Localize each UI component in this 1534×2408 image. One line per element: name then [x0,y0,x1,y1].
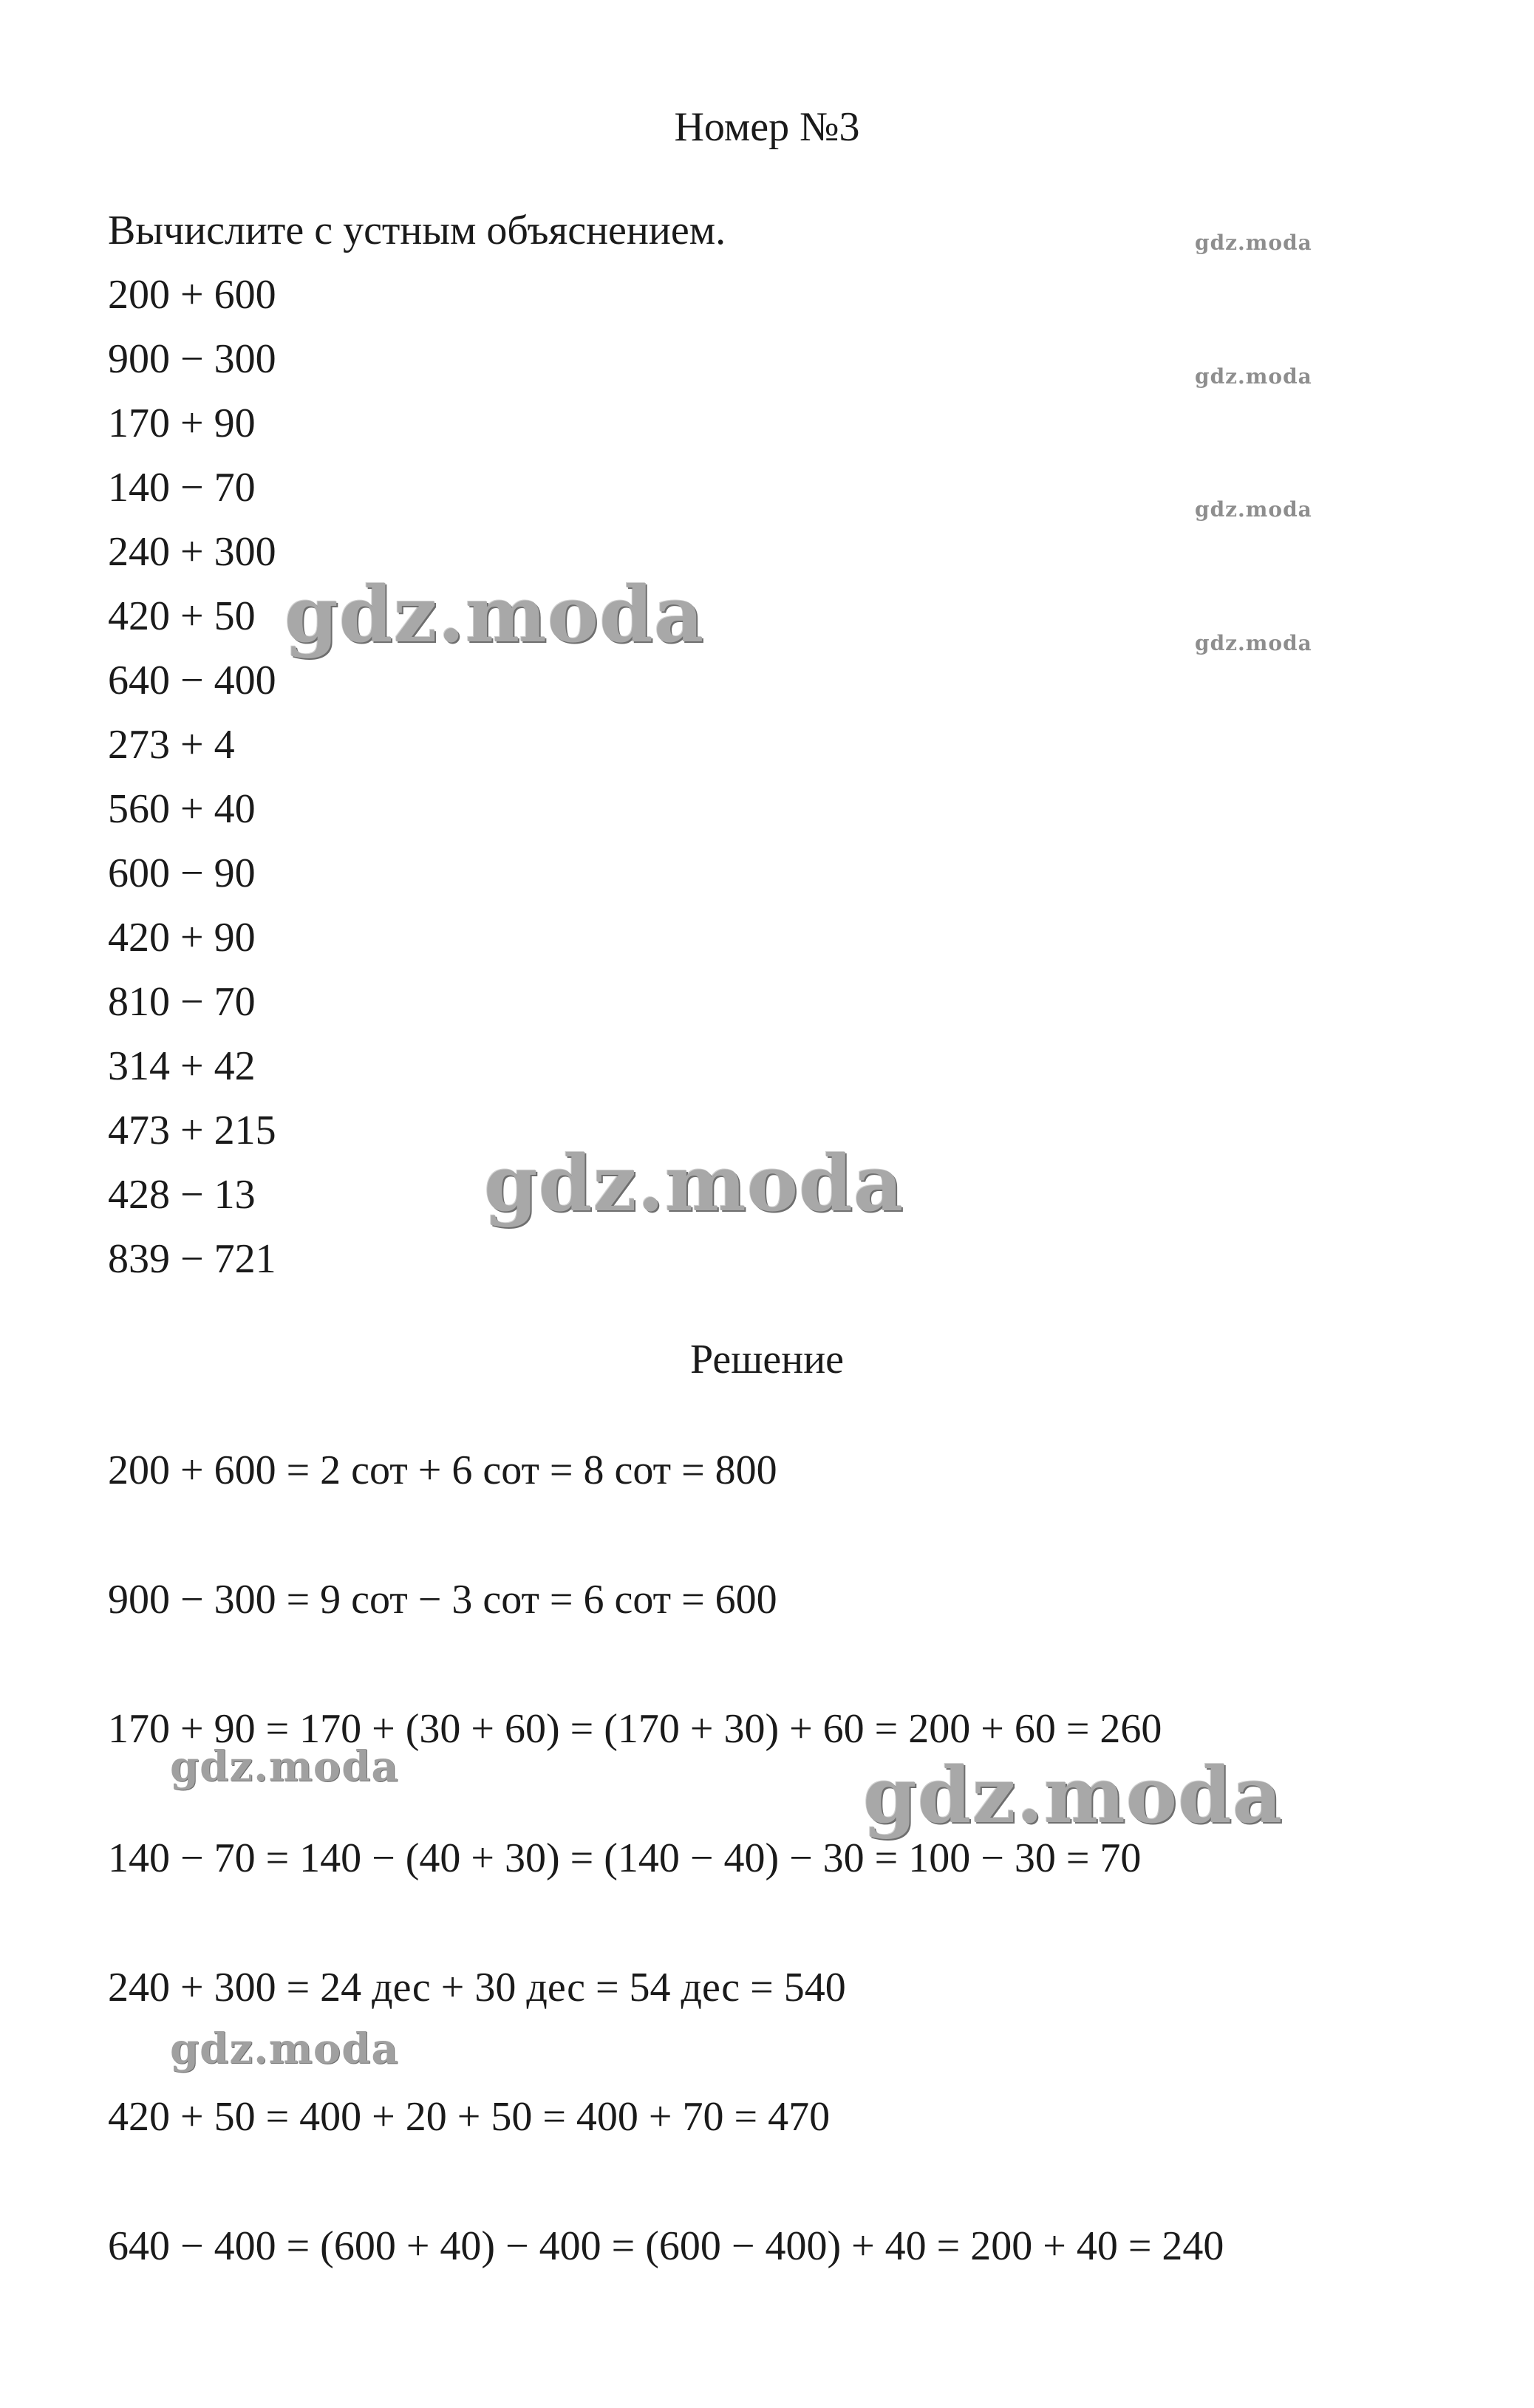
watermark: gdz.moda [1195,364,1312,389]
task-expression: 810 − 70 [108,979,256,1025]
task-expression: 600 − 90 [108,850,256,896]
task-expression: 900 − 300 [108,336,276,382]
watermark: gdz.moda [170,2025,399,2073]
task-expression: 170 + 90 [108,400,256,446]
watermark: gdz.moda [484,1138,904,1229]
solution-line: 900 − 300 = 9 сот − 3 сот = 6 сот = 600 [108,1577,777,1623]
watermark: gdz.moda [284,569,705,660]
task-instruction: Вычислите с устным объяснением. [108,208,726,253]
solution-line: 170 + 90 = 170 + (30 + 60) = (170 + 30) + 60 = 200 + 60 = 260 [108,1706,1162,1752]
page-title: Номер №3 [674,104,860,150]
solution-line: 420 + 50 = 400 + 20 + 50 = 400 + 70 = 470 [108,2094,831,2140]
task-expression: 640 − 400 [108,658,276,703]
watermark: gdz.moda [863,1750,1284,1841]
task-expression: 420 + 50 [108,593,256,639]
task-expression: 473 + 215 [108,1108,276,1153]
solution-line: 640 − 400 = (600 + 40) − 400 = (600 − 400) + 40 = 200 + 40 = 240 [108,2223,1224,2269]
task-expression: 428 − 13 [108,1172,256,1218]
watermark: gdz.moda [170,1742,399,1791]
task-expression: 314 + 42 [108,1043,256,1089]
watermark: gdz.moda [1195,631,1312,655]
task-expression: 273 + 4 [108,722,235,768]
solution-heading: Решение [689,1337,845,1382]
task-expression: 240 + 300 [108,529,276,575]
task-expression: 140 − 70 [108,465,256,511]
watermark: gdz.moda [1195,497,1312,522]
task-expression: 420 + 90 [108,915,256,961]
watermark: gdz.moda [1195,231,1312,255]
solution-line: 240 + 300 = 24 дес + 30 дес = 54 дес = 540 [108,1965,846,2010]
task-expression: 839 − 721 [108,1236,276,1282]
task-expression: 200 + 600 [108,272,276,318]
task-expression: 560 + 40 [108,786,256,832]
solution-line: 200 + 600 = 2 сот + 6 сот = 8 сот = 800 [108,1447,777,1493]
solution-line: 140 − 70 = 140 − (40 + 30) = (140 − 40) − 30 = 100 − 30 = 70 [108,1835,1142,1881]
